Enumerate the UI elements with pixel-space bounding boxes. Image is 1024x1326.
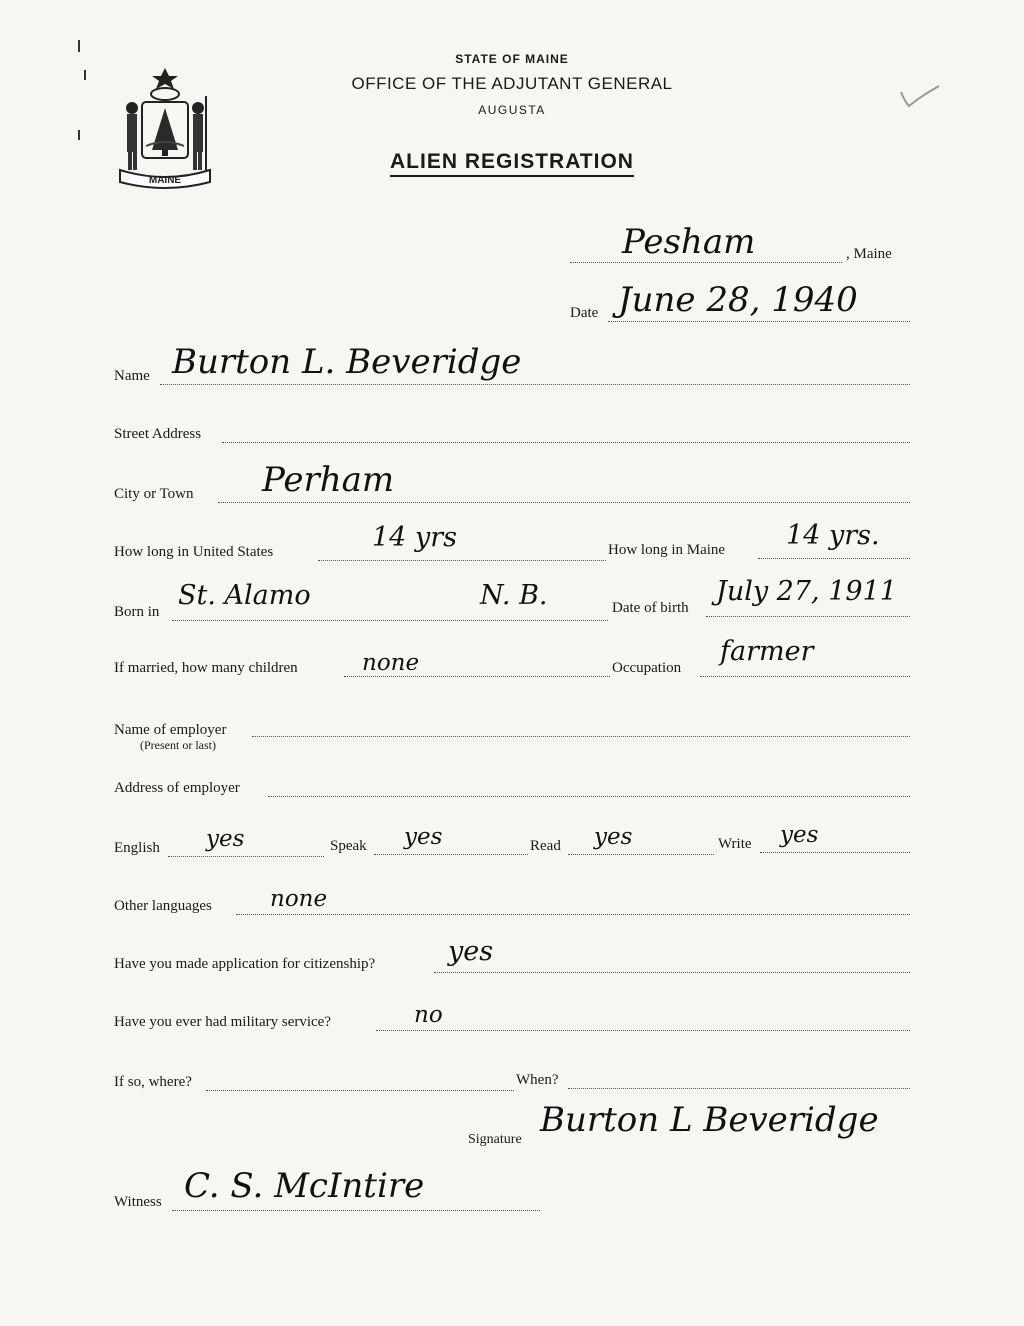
how-long-us-value[interactable]: 14 yrs — [372, 522, 457, 553]
location-line — [570, 262, 842, 263]
dob-line — [706, 616, 910, 617]
speak-line — [374, 854, 528, 855]
children-line — [344, 676, 610, 677]
city-town-line — [218, 502, 910, 503]
employer-address-line — [268, 796, 910, 797]
occupation-value[interactable]: farmer — [720, 636, 814, 667]
english-line — [168, 856, 324, 857]
where-label: If so, where? — [114, 1074, 192, 1090]
header-state: STATE OF MAINE — [455, 52, 569, 66]
witness-label: Witness — [114, 1194, 162, 1210]
date-label: Date — [570, 305, 599, 321]
born-in-label: Born in — [114, 604, 160, 620]
margin-mark — [78, 130, 80, 140]
city-town-label: City or Town — [114, 486, 194, 502]
read-value[interactable]: yes — [594, 824, 633, 850]
location-suffix: , Maine — [846, 246, 892, 262]
born-in-line — [172, 620, 608, 621]
margin-mark — [78, 40, 80, 52]
children-label: If married, how many children — [114, 660, 298, 676]
street-label: Street Address — [114, 426, 202, 442]
children-value[interactable]: none — [362, 650, 420, 676]
signature-label: Signature — [468, 1132, 522, 1147]
born-in-province-value[interactable]: N. B. — [480, 580, 548, 611]
dob-value[interactable]: July 27, 1911 — [716, 576, 897, 607]
how-long-maine-line — [758, 558, 910, 559]
city-town-value[interactable]: Perham — [262, 460, 395, 500]
citizenship-label: Have you made application for citizenship? — [114, 956, 376, 972]
english-label: English — [114, 840, 160, 856]
street-line — [222, 442, 910, 443]
employer-line — [252, 736, 910, 737]
signature-value[interactable]: Burton L Beveridge — [540, 1100, 879, 1140]
date-line — [608, 321, 910, 322]
witness-value[interactable]: C. S. McIntire — [184, 1166, 425, 1206]
header-city: AUGUSTA — [478, 103, 546, 117]
read-label: Read — [530, 838, 561, 854]
speak-value[interactable]: yes — [404, 824, 443, 850]
occupation-line — [700, 676, 910, 677]
military-value[interactable]: no — [414, 1002, 443, 1028]
write-line — [760, 852, 910, 853]
citizenship-line — [434, 972, 910, 973]
name-label: Name — [114, 368, 150, 384]
other-languages-value[interactable]: none — [270, 886, 328, 912]
employer-address-label: Address of employer — [114, 780, 240, 796]
military-label: Have you ever had military service? — [114, 1014, 331, 1030]
location-value[interactable]: Pesham — [622, 222, 756, 262]
how-long-maine-value[interactable]: 14 yrs. — [786, 520, 880, 551]
how-long-us-line — [318, 560, 606, 561]
name-line — [160, 384, 910, 385]
name-value[interactable]: Burton L. Beveridge — [172, 342, 522, 382]
military-line — [376, 1030, 910, 1031]
how-long-maine-label: How long in Maine — [608, 542, 726, 558]
when-line — [568, 1088, 910, 1089]
occupation-label: Occupation — [612, 660, 682, 676]
speak-label: Speak — [330, 838, 367, 854]
when-label: When? — [516, 1072, 559, 1088]
employer-label: Name of employer — [114, 722, 227, 738]
how-long-us-label: How long in United States — [114, 544, 274, 560]
read-line — [568, 854, 714, 855]
employer-sublabel: (Present or last) — [140, 738, 216, 752]
other-languages-label: Other languages — [114, 898, 212, 914]
header-office: OFFICE OF THE ADJUTANT GENERAL — [351, 74, 673, 93]
born-in-value[interactable]: St. Alamo — [178, 580, 311, 611]
english-value[interactable]: yes — [206, 826, 245, 852]
write-label: Write — [718, 836, 752, 852]
other-languages-line — [236, 914, 910, 915]
citizenship-value[interactable]: yes — [448, 936, 494, 967]
form-title: ALIEN REGISTRATION — [0, 150, 1024, 174]
where-line — [206, 1090, 514, 1091]
dob-label: Date of birth — [612, 600, 689, 616]
write-value[interactable]: yes — [780, 822, 819, 848]
date-value[interactable]: June 28, 1940 — [618, 280, 858, 320]
witness-line — [172, 1210, 540, 1211]
seal-banner-text: MAINE — [148, 175, 182, 186]
